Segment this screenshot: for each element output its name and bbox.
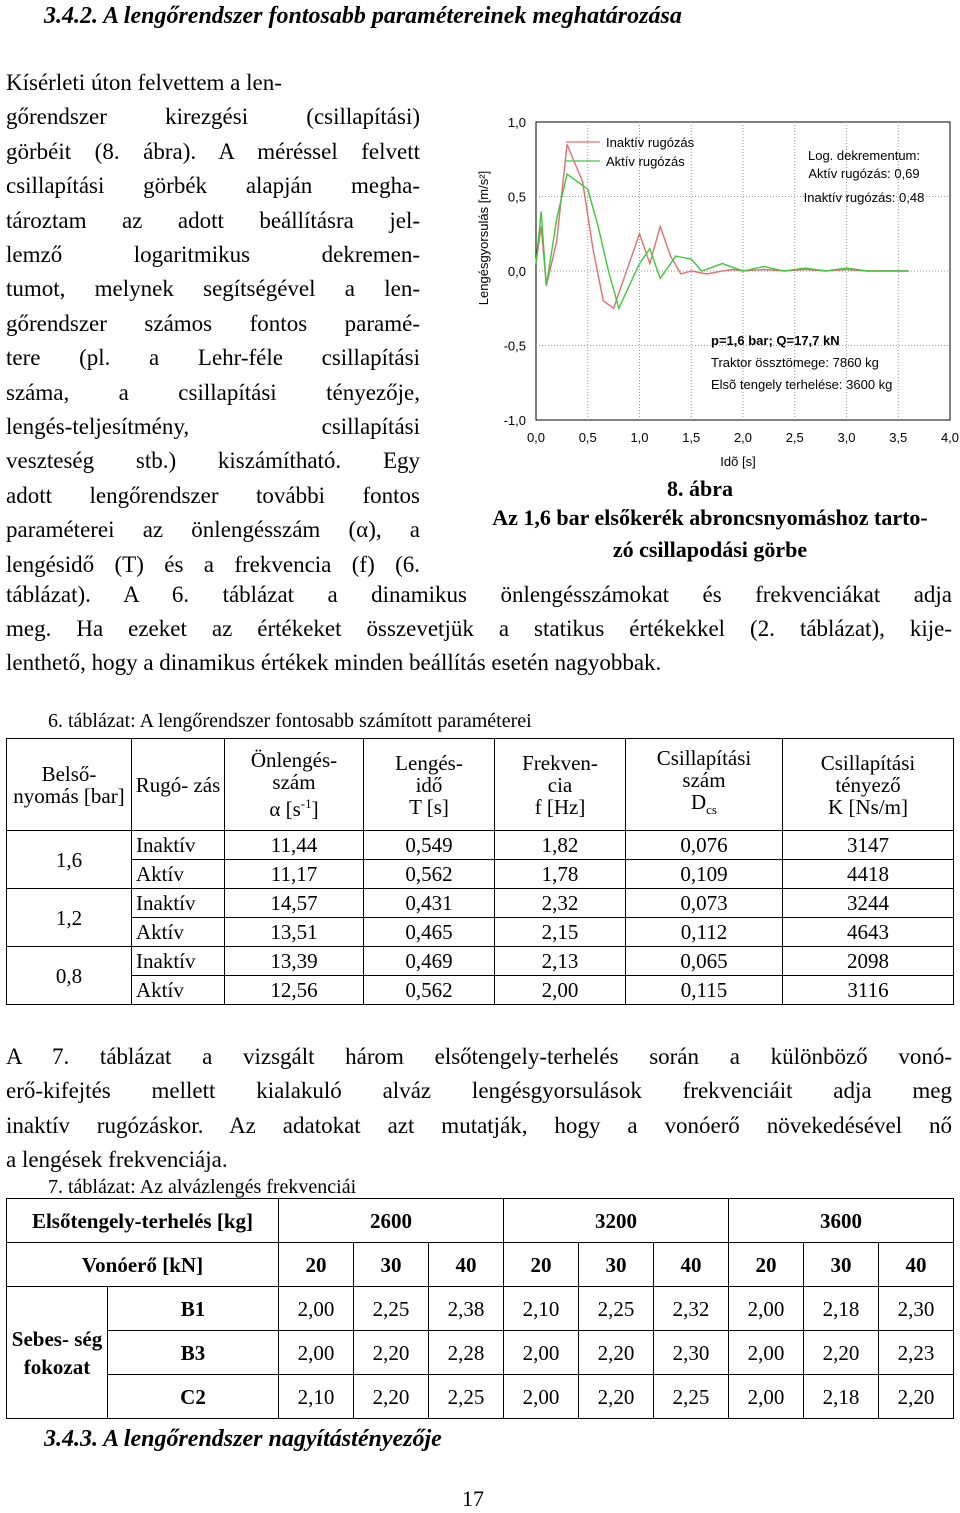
spring-cell: Inaktív bbox=[132, 889, 225, 918]
value-cell: 0,112 bbox=[626, 918, 783, 947]
paragraph-line: lenthető, hogy a dinamikus értékek minden beállítás esetén nagyobbak. bbox=[6, 650, 662, 675]
t6-header-alpha bbox=[225, 739, 364, 831]
t6-alpha-end: ] bbox=[311, 797, 319, 821]
value-cell: 2,25 bbox=[429, 1375, 504, 1419]
params-line1: p=1,6 bar; Q=17,7 kN bbox=[711, 333, 840, 348]
legend-active: Aktív rugózás bbox=[606, 154, 685, 169]
x-tick-label: 3,0 bbox=[837, 430, 856, 445]
t6-damp-sym: D bbox=[690, 790, 707, 815]
x-tick-label: 2,0 bbox=[733, 430, 753, 445]
load-value: 2600 bbox=[279, 1199, 504, 1243]
x-tick-label: 4,0 bbox=[940, 430, 960, 445]
figure-caption bbox=[462, 502, 958, 566]
paragraph-line: a lengések frekvenciája. bbox=[6, 1147, 228, 1173]
x-axis-label: Idõ [s] bbox=[720, 454, 756, 469]
params-annotation bbox=[711, 333, 892, 392]
figure-caption-line2: zó csillapodási görbe bbox=[612, 537, 808, 562]
table7-caption: 7. táblázat: Az alvázlengés frekvenciái bbox=[48, 1176, 357, 1198]
x-tick-label: 0,5 bbox=[578, 430, 597, 445]
value-cell: 2,28 bbox=[429, 1331, 504, 1375]
intro-line: Kísérleti úton felvettem a len- bbox=[6, 70, 282, 95]
legend bbox=[566, 135, 695, 169]
value-cell: 0,076 bbox=[626, 831, 783, 860]
intro-line: gőrendszer kirezgési (csillapítási) bbox=[6, 104, 420, 130]
value-cell: 2,25 bbox=[654, 1375, 729, 1419]
t6-freq-line1: Frekven- bbox=[522, 750, 598, 775]
t6-freq-line3: f [Hz] bbox=[534, 794, 586, 819]
paragraph-table7-intro bbox=[6, 1040, 952, 1178]
t6-period-line1: Lengés- bbox=[395, 750, 463, 775]
full-width-paragraph bbox=[6, 578, 952, 680]
value-cell: 2,00 bbox=[729, 1375, 804, 1419]
intro-line: tere (pl. a Lehr-féle csillapítási bbox=[6, 345, 420, 371]
section-heading: 3.4.2. A lengőrendszer fontosabb paramétereinek meghatározása bbox=[44, 3, 682, 29]
value-cell: 2,30 bbox=[879, 1287, 954, 1331]
damping-chart bbox=[466, 108, 960, 476]
value-cell: 2,20 bbox=[804, 1331, 879, 1375]
figure-caption-line1: Az 1,6 bar elsőkerék abroncsnyomáshoz tarto- bbox=[492, 505, 928, 530]
force-value: 20 bbox=[279, 1243, 354, 1287]
table-row bbox=[7, 976, 954, 1005]
value-cell: 0,549 bbox=[364, 831, 495, 860]
value-cell: 0,109 bbox=[626, 860, 783, 889]
value-cell: 2,20 bbox=[354, 1331, 429, 1375]
table-row bbox=[7, 1243, 954, 1287]
y-tick-label: 1,0 bbox=[507, 115, 526, 130]
value-cell: 0,431 bbox=[364, 889, 495, 918]
spring-cell: Aktív bbox=[132, 976, 225, 1005]
force-value: 30 bbox=[579, 1243, 654, 1287]
value-cell: 0,469 bbox=[364, 947, 495, 976]
dekrement-annotation bbox=[804, 148, 925, 205]
value-cell: 11,17 bbox=[225, 860, 364, 889]
value-cell: 2,20 bbox=[579, 1331, 654, 1375]
value-cell: 3116 bbox=[783, 976, 954, 1005]
force-value: 30 bbox=[804, 1243, 879, 1287]
legend-inactive: Inaktív rugózás bbox=[606, 135, 695, 150]
value-cell: 2,25 bbox=[579, 1287, 654, 1331]
t6-period-line3: T [s] bbox=[409, 794, 449, 819]
t6-header-coef bbox=[783, 739, 954, 831]
force-value: 20 bbox=[504, 1243, 579, 1287]
value-cell: 13,51 bbox=[225, 918, 364, 947]
value-cell: 2,20 bbox=[879, 1375, 954, 1419]
force-value: 40 bbox=[879, 1243, 954, 1287]
table-row bbox=[7, 1199, 954, 1243]
value-cell: 2,00 bbox=[729, 1331, 804, 1375]
value-cell: 13,39 bbox=[225, 947, 364, 976]
t6-coef-line2: tényező bbox=[835, 772, 901, 797]
value-cell: 2,00 bbox=[279, 1331, 354, 1375]
value-cell: 2,20 bbox=[579, 1375, 654, 1419]
intro-line: gőrendszer számos fontos paramé- bbox=[6, 310, 420, 336]
gear-cell: B3 bbox=[108, 1331, 279, 1375]
spring-cell: Inaktív bbox=[132, 947, 225, 976]
dekrement-inactive: Inaktív rugózás: 0,48 bbox=[803, 190, 925, 205]
value-cell: 0,073 bbox=[626, 889, 783, 918]
pressure-cell: 0,8 bbox=[7, 947, 132, 1005]
gear-cell: B1 bbox=[108, 1287, 279, 1331]
value-cell: 1,82 bbox=[495, 831, 626, 860]
intro-line: tároztam az adott beállításra jel- bbox=[6, 207, 420, 233]
paragraph-line: táblázat). A 6. táblázat a dinamikus önlengésszámokat és frekvenciákat adja bbox=[6, 582, 952, 607]
value-cell: 2,00 bbox=[495, 976, 626, 1005]
page-number: 17 bbox=[462, 1486, 484, 1511]
table6 bbox=[6, 738, 954, 1005]
value-cell: 0,115 bbox=[626, 976, 783, 1005]
value-cell: 2,00 bbox=[504, 1331, 579, 1375]
value-cell: 3147 bbox=[783, 831, 954, 860]
spring-cell: Aktív bbox=[132, 918, 225, 947]
spring-cell: Aktív bbox=[132, 860, 225, 889]
paragraph-line: erő-kifejtés mellett kialakuló alváz lengésgyorsulások frekvenciáit adja meg bbox=[6, 1078, 952, 1104]
table7 bbox=[6, 1198, 954, 1419]
value-cell: 2,15 bbox=[495, 918, 626, 947]
value-cell: 2,38 bbox=[429, 1287, 504, 1331]
t6-alpha-line1: Önlengés- bbox=[250, 748, 338, 772]
t6-period-line2: idő bbox=[415, 772, 443, 797]
value-cell: 14,57 bbox=[225, 889, 364, 918]
value-cell: 2,18 bbox=[804, 1287, 879, 1331]
t6-damp-sub: cs bbox=[706, 802, 717, 818]
table-row bbox=[7, 1287, 954, 1331]
value-cell: 2,00 bbox=[729, 1287, 804, 1331]
force-value: 30 bbox=[354, 1243, 429, 1287]
t6-coef-line3: K [Ns/m] bbox=[828, 794, 908, 819]
spring-cell: Inaktív bbox=[132, 831, 225, 860]
value-cell: 3244 bbox=[783, 889, 954, 918]
t6-alpha-line3 bbox=[225, 793, 363, 820]
load-value: 3600 bbox=[729, 1199, 954, 1243]
table-row bbox=[7, 889, 954, 918]
intro-line: tumot, melynek segítségével a len- bbox=[6, 276, 420, 302]
intro-line: görbéit (8. ábra). A méréssel felvett bbox=[6, 138, 420, 164]
pressure-cell: 1,6 bbox=[7, 831, 132, 889]
intro-line: lengésidő (T) és a frekvencia (f) (6. bbox=[6, 551, 420, 577]
y-tick-label: -1,0 bbox=[503, 413, 526, 428]
t6-alpha-exp: -1 bbox=[300, 796, 312, 811]
intro-line: veszteség stb.) kiszámítható. Egy bbox=[6, 448, 420, 474]
value-cell: 2,25 bbox=[354, 1287, 429, 1331]
t6-header-freq bbox=[495, 739, 626, 831]
params-line3: Elsõ tengely terhelése: 3600 kg bbox=[711, 377, 893, 392]
table-row bbox=[7, 1375, 954, 1419]
value-cell: 2,10 bbox=[504, 1287, 579, 1331]
x-tick-label: 0,0 bbox=[526, 430, 546, 445]
t6-header-damp bbox=[626, 739, 783, 831]
intro-line: lengés-teljesítmény, csillapítási bbox=[6, 414, 420, 440]
figure-number: 8. ábra bbox=[667, 476, 733, 501]
pressure-cell: 1,2 bbox=[7, 889, 132, 947]
t6-damp-line2: szám bbox=[682, 768, 726, 793]
y-tick-label: -0,5 bbox=[503, 338, 526, 354]
value-cell: 4643 bbox=[783, 918, 954, 947]
table-row bbox=[7, 831, 954, 860]
intro-line: száma, a csillapítási tényezője, bbox=[6, 379, 420, 405]
table-row bbox=[7, 1331, 954, 1375]
value-cell: 2,10 bbox=[279, 1375, 354, 1419]
subsection-heading: 3.4.3. A lengőrendszer nagyítástényezője bbox=[44, 1426, 442, 1452]
t6-header-spring: Rugó- zás bbox=[132, 739, 225, 831]
gear-cell: C2 bbox=[108, 1375, 279, 1419]
params-line2: Traktor össztömege: 7860 kg bbox=[711, 355, 879, 370]
value-cell: 1,78 bbox=[495, 860, 626, 889]
y-tick-label: 0,0 bbox=[507, 264, 526, 279]
y-axis-label: Lengésgyorsulás [m/s²] bbox=[476, 170, 491, 306]
value-cell: 2,32 bbox=[654, 1287, 729, 1331]
paragraph-line: inaktív rugózáskor. Az adatokat azt mutatják, hogy a vonóerő növekedésével nő bbox=[6, 1112, 952, 1138]
value-cell: 2,00 bbox=[504, 1375, 579, 1419]
value-cell: 11,44 bbox=[225, 831, 364, 860]
value-cell: 2,23 bbox=[879, 1331, 954, 1375]
table6-caption: 6. táblázat: A lengőrendszer fontosabb számított paraméterei bbox=[48, 710, 532, 732]
intro-line: paraméterei az önlengésszám (α), a bbox=[6, 517, 420, 543]
t6-header-period bbox=[364, 739, 495, 831]
value-cell: 0,562 bbox=[364, 976, 495, 1005]
t6-damp-line3 bbox=[626, 791, 782, 821]
x-tick-label: 1,0 bbox=[630, 430, 649, 445]
x-tick-label: 2,5 bbox=[785, 430, 804, 445]
dekrement-title: Log. dekrementum: bbox=[807, 148, 921, 163]
value-cell: 2,30 bbox=[654, 1331, 729, 1375]
table-row bbox=[7, 860, 954, 889]
value-cell: 0,562 bbox=[364, 860, 495, 889]
load-value: 3200 bbox=[504, 1199, 729, 1243]
intro-paragraph bbox=[6, 66, 420, 582]
value-cell: 4418 bbox=[783, 860, 954, 889]
paragraph-line: A 7. táblázat a vizsgált három elsőtengely-terhelés során a különböző vonó- bbox=[6, 1044, 952, 1069]
paragraph-line: meg. Ha ezeket az értékeket összevetjük a statikus értékekkel (2. táblázat), kije- bbox=[6, 616, 952, 641]
value-cell: 0,065 bbox=[626, 947, 783, 976]
x-tick-label: 1,5 bbox=[682, 430, 701, 445]
value-cell: 2,00 bbox=[279, 1287, 354, 1331]
t6-alpha-sym: α [s bbox=[269, 797, 301, 821]
t6-coef-line1: Csillapítási bbox=[820, 750, 916, 775]
force-value: 40 bbox=[429, 1243, 504, 1287]
value-cell: 2,32 bbox=[495, 889, 626, 918]
value-cell: 2,18 bbox=[804, 1375, 879, 1419]
force-value: 40 bbox=[654, 1243, 729, 1287]
t6-damp-line1: Csillapítási bbox=[656, 746, 752, 771]
table-row bbox=[7, 918, 954, 947]
y-tick-label: 0,5 bbox=[507, 189, 526, 205]
force-value: 20 bbox=[729, 1243, 804, 1287]
value-cell: 2,20 bbox=[354, 1375, 429, 1419]
value-cell: 12,56 bbox=[225, 976, 364, 1005]
intro-line: csillapítási görbék alapján megha- bbox=[6, 173, 420, 199]
value-cell: 2098 bbox=[783, 947, 954, 976]
force-label: Vonóerő [kN] bbox=[7, 1243, 279, 1287]
table-row bbox=[7, 947, 954, 976]
x-tick-label: 3,5 bbox=[889, 430, 908, 445]
value-cell: 0,465 bbox=[364, 918, 495, 947]
intro-line: lemző logaritmikus dekremen- bbox=[6, 242, 420, 268]
value-cell: 2,13 bbox=[495, 947, 626, 976]
t6-header-pressure: Belső- nyomás [bar] bbox=[7, 739, 132, 831]
t6-alpha-line2: szám bbox=[272, 770, 316, 794]
t6-freq-line2: cia bbox=[547, 772, 573, 797]
gear-label: Sebes- ség fokozat bbox=[7, 1287, 108, 1419]
load-label: Elsőtengely-terhelés [kg] bbox=[7, 1199, 279, 1243]
intro-line: adott lengőrendszer további fontos bbox=[6, 482, 420, 508]
dekrement-active: Aktív rugózás: 0,69 bbox=[808, 166, 920, 181]
